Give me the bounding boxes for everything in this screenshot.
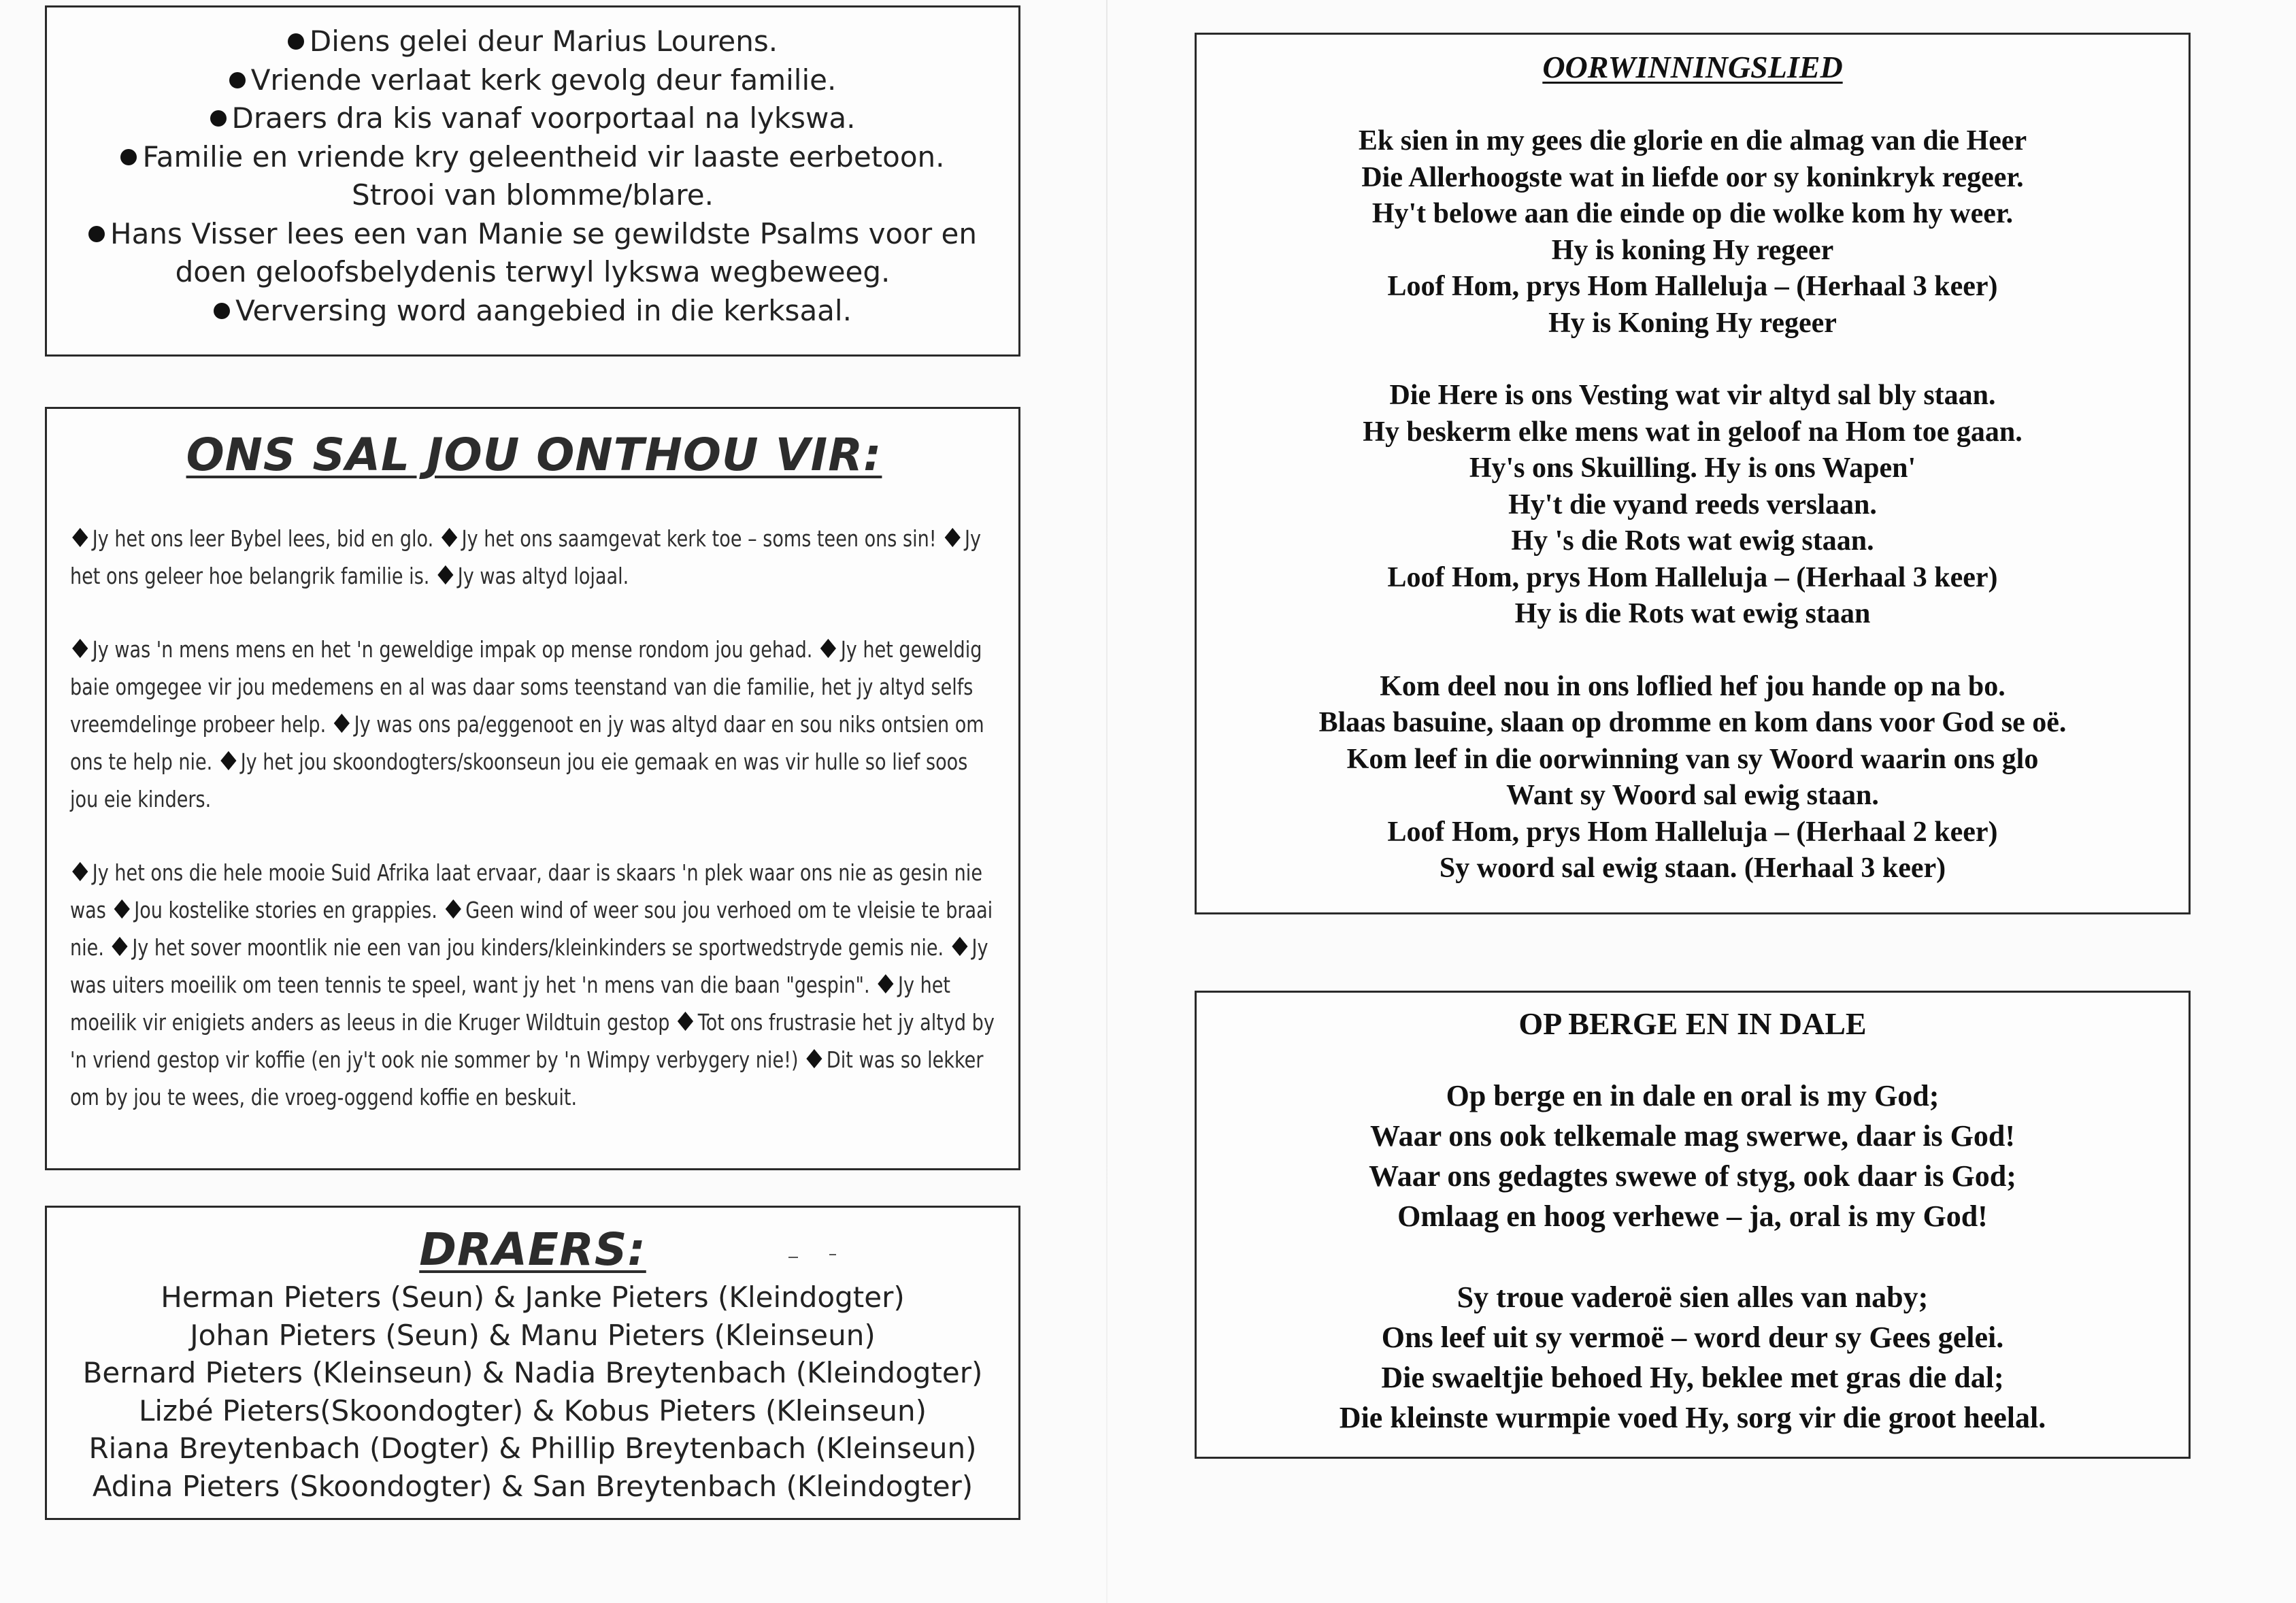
remember-item: Jy het moeilik vir enigiets anders as leeus in die Kruger Wildtuin gestop bbox=[70, 972, 950, 1036]
order-of-service-text: Familie en vriende kry geleentheid vir laaste eerbetoon. bbox=[142, 139, 945, 173]
hymn-lyrics bbox=[1197, 1076, 2189, 1438]
diamond-bullet-icon bbox=[334, 714, 350, 733]
hymn-line: Loof Hom, prys Hom Halleluja – (Herhaal 2 keer) bbox=[1387, 816, 1998, 848]
remember-item: Jy was uiters moeilik om teen tennis te speel, want jy het 'n mens van die baan "gespin". bbox=[70, 934, 988, 998]
hymn-line: Die Here is ons Vesting wat vir altyd sal bly staan. bbox=[1389, 380, 1996, 411]
diamond-bullet-icon bbox=[437, 565, 453, 584]
bullet-dot-icon bbox=[88, 226, 105, 242]
diamond-bullet-icon bbox=[952, 937, 967, 956]
hymn-stanza bbox=[1197, 123, 2189, 342]
order-of-service-box bbox=[45, 5, 1020, 357]
hymn-line: Loof Hom, prys Hom Halleluja – (Herhaal 3 keer) bbox=[1387, 561, 1998, 593]
hymn-line: Ek sien in my gees die glorie en die almag van die Heer bbox=[1358, 125, 2027, 156]
diamond-bullet-icon bbox=[678, 1012, 693, 1031]
order-of-service-text: Draers dra kis vanaf voorportaal na lykswa. bbox=[231, 101, 856, 135]
remember-item: Geen wind of weer sou jou verhoed om te vleisie te braai nie. bbox=[70, 897, 993, 961]
hymn-stanza bbox=[1197, 1277, 2189, 1438]
pallbearers-box bbox=[45, 1206, 1020, 1520]
hymn-line: Want sy Woord sal ewig staan. bbox=[1506, 780, 1879, 811]
remember-item: Jy was 'n mens mens en het 'n geweldige impak op mense rondom jou gehad. bbox=[92, 636, 819, 663]
hymn-line: Sy woord sal ewig staan. (Herhaal 3 keer) bbox=[1439, 853, 1946, 884]
diamond-bullet-icon bbox=[72, 639, 88, 658]
order-of-service-text: doen geloofsbelydenis terwyl lykswa wegbeweeg. bbox=[175, 255, 891, 288]
diamond-bullet-icon bbox=[72, 862, 88, 881]
hymn-op-berge-box bbox=[1195, 991, 2191, 1459]
hymn-line: Kom deel nou in ons loflied hef jou hande op na bo. bbox=[1380, 670, 2006, 702]
hymn-stanza bbox=[1197, 1076, 2189, 1236]
order-of-service-list bbox=[47, 22, 1018, 330]
remember-item: Jy het ons geleer hoe belangrik familie is. bbox=[70, 525, 982, 589]
hymn-lyrics bbox=[1197, 123, 2189, 887]
pallbearer-pair: Bernard Pieters (Kleinseun) & Nadia Breytenbach (Kleindogter) bbox=[82, 1356, 983, 1389]
remember-item: Tot ons frustrasie het jy altyd by 'n vriend gestop vir koffie (en jy't ook nie sommer by 'n Wimpy verbygery nie!) bbox=[70, 1009, 995, 1073]
remember-paragraph bbox=[70, 854, 996, 1116]
order-of-service-item bbox=[47, 22, 1018, 61]
remember-item: Jy was altyd lojaal. bbox=[457, 563, 629, 589]
hymn-line: Waar ons gedagtes swewe of styg, ook daar is God; bbox=[1369, 1159, 2016, 1193]
hymn-line: Op berge en in dale en oral is my God; bbox=[1446, 1079, 1940, 1112]
remember-paragraph bbox=[70, 631, 996, 818]
remember-item: Jy het ons die hele mooie Suid Afrika laat ervaar, daar is skaars 'n plek waar ons nie as gesin nie was bbox=[70, 859, 982, 923]
remember-paragraph bbox=[70, 520, 996, 595]
pallbearer-pair: Riana Breytenbach (Dogter) & Phillip Breytenbach (Kleinseun) bbox=[88, 1432, 977, 1465]
remember-item: Jy het jou skoondogters/skoonseun jou eie gemaak en was vir hulle so lief soos jou eie kinders. bbox=[70, 748, 968, 812]
diamond-bullet-icon bbox=[944, 528, 960, 547]
bullet-dot-icon bbox=[210, 110, 227, 127]
diamond-bullet-icon bbox=[220, 751, 236, 770]
hymn-stanza bbox=[1197, 378, 2189, 633]
hymn-oorwinningslied-box bbox=[1195, 33, 2191, 914]
order-of-service-item bbox=[47, 99, 1018, 138]
pallbearer-pair: Lizbé Pieters(Skoondogter) & Kobus Pieters (Kleinseun) bbox=[138, 1393, 927, 1427]
remember-item: Jy was ons pa/eggenoot en jy was altyd daar en sou niks ontsien om ons te help nie. bbox=[70, 711, 984, 775]
hymn-line: Blaas basuine, slaan op dromme en kom dans voor God se oë. bbox=[1318, 707, 2067, 738]
order-of-service-text: Diens gelei deur Marius Lourens. bbox=[309, 24, 778, 58]
hymn-line: Die Allerhoogste wat in liefde oor sy koninkryk regeer. bbox=[1361, 161, 2024, 193]
remember-item: Jy het ons saamgevat kerk toe – soms teen ons sin! bbox=[461, 525, 943, 552]
pallbearer-pair: Adina Pieters (Skoondogter) & San Breytenbach (Kleindogter) bbox=[92, 1469, 974, 1503]
diamond-bullet-icon bbox=[806, 1049, 822, 1068]
hymn-line: Sy troue vaderoë sien alles van naby; bbox=[1457, 1280, 1929, 1314]
diamond-bullet-icon bbox=[114, 899, 130, 919]
hymn-line: Hy beskerm elke mens wat in geloof na Hom toe gaan. bbox=[1363, 416, 2023, 448]
page-fold bbox=[1106, 0, 1108, 1603]
pallbearer-pair: Johan Pieters (Seun) & Manu Pieters (Kleinseun) bbox=[190, 1318, 876, 1352]
hymn-line: Die swaeltjie behoed Hy, beklee met gras die dal; bbox=[1381, 1361, 2004, 1394]
hymn-title: OORWINNINGSLIED bbox=[1542, 50, 1843, 84]
order-of-service-text: Hans Visser lees een van Manie se gewildste Psalms voor en bbox=[110, 216, 977, 250]
hymn-line: Waar ons ook telkemale mag swerwe, daar is God! bbox=[1370, 1119, 2015, 1153]
hymn-title: OP BERGE EN IN DALE bbox=[1518, 1006, 1867, 1041]
diamond-bullet-icon bbox=[72, 528, 88, 547]
hymn-line: Hy is Koning Hy regeer bbox=[1548, 307, 1837, 339]
hymn-line: Hy 's die Rots wat ewig staan. bbox=[1511, 525, 1874, 557]
hymn-line: Ons leef uit sy vermoë – word deur sy Gees gelei. bbox=[1381, 1321, 2004, 1354]
remember-item: Jy het sover moontlik nie een van jou kinders/kleinkinders se sportwedstryde gemis nie. bbox=[132, 934, 950, 961]
order-of-service-item bbox=[47, 215, 1018, 254]
hymn-line: Kom leef in die oorwinning van sy Woord waarin ons glo bbox=[1346, 743, 2039, 775]
order-of-service-item bbox=[47, 138, 1018, 177]
pallbearers-list bbox=[47, 1278, 1018, 1505]
order-of-service-text: Vriende verlaat kerk gevolg deur familie. bbox=[250, 63, 837, 97]
print-speck bbox=[829, 1254, 836, 1255]
hymn-line: Loof Hom, prys Hom Halleluja – (Herhaal 3 keer) bbox=[1387, 271, 1998, 302]
order-of-service-item bbox=[47, 292, 1018, 331]
bullet-dot-icon bbox=[229, 72, 246, 88]
order-of-service-item bbox=[47, 176, 1018, 215]
order-of-service-item bbox=[47, 61, 1018, 100]
diamond-bullet-icon bbox=[878, 974, 893, 993]
hymn-line: Hy't die vyand reeds verslaan. bbox=[1508, 489, 1877, 520]
remember-item: Jou kostelike stories en grappies. bbox=[134, 897, 444, 923]
remember-title: ONS SAL JOU ONTHOU VIR: bbox=[186, 429, 882, 481]
bullet-dot-icon bbox=[120, 149, 137, 165]
pallbearer-pair: Herman Pieters (Seun) & Janke Pieters (Kleindogter) bbox=[161, 1280, 905, 1314]
diamond-bullet-icon bbox=[446, 899, 461, 919]
remember-item: Dit was so lekker om by jou te wees, die vroeg-oggend koffie en beskuit. bbox=[70, 1046, 984, 1110]
diamond-bullet-icon bbox=[112, 937, 128, 956]
remember-box bbox=[45, 407, 1020, 1170]
hymn-line: Hy is die Rots wat ewig staan bbox=[1514, 598, 1871, 629]
order-of-service-text: Strooi van blomme/blare. bbox=[352, 178, 714, 212]
pallbearers-title: DRAERS: bbox=[419, 1223, 646, 1276]
diamond-bullet-icon bbox=[820, 639, 836, 658]
remember-item: Jy het ons leer Bybel lees, bid en glo. bbox=[92, 525, 439, 552]
hymn-line: Omlaag en hoog verhewe – ja, oral is my God! bbox=[1397, 1200, 1988, 1233]
hymn-stanza bbox=[1197, 669, 2189, 887]
bullet-dot-icon bbox=[288, 33, 304, 50]
order-of-service-text: Verversing word aangebied in die kerksaal. bbox=[235, 293, 852, 327]
hymn-line: Hy's ons Skuilling. Hy is ons Wapen' bbox=[1469, 452, 1916, 484]
order-of-service-item bbox=[47, 253, 1018, 292]
bullet-dot-icon bbox=[214, 303, 230, 319]
hymn-line: Die kleinste wurmpie voed Hy, sorg vir die groot heelal. bbox=[1339, 1401, 2046, 1434]
hymn-line: Hy is koning Hy regeer bbox=[1551, 234, 1834, 266]
diamond-bullet-icon bbox=[442, 528, 457, 547]
remember-item: Jy het geweldig baie omgegee vir jou medemens en al was daar soms teenstand van die familie, het jy altyd selfs vreemdelinge probeer help. bbox=[70, 636, 982, 738]
hymn-line: Hy't belowe aan die einde op die wolke kom hy weer. bbox=[1371, 198, 2014, 229]
print-speck bbox=[788, 1257, 798, 1258]
